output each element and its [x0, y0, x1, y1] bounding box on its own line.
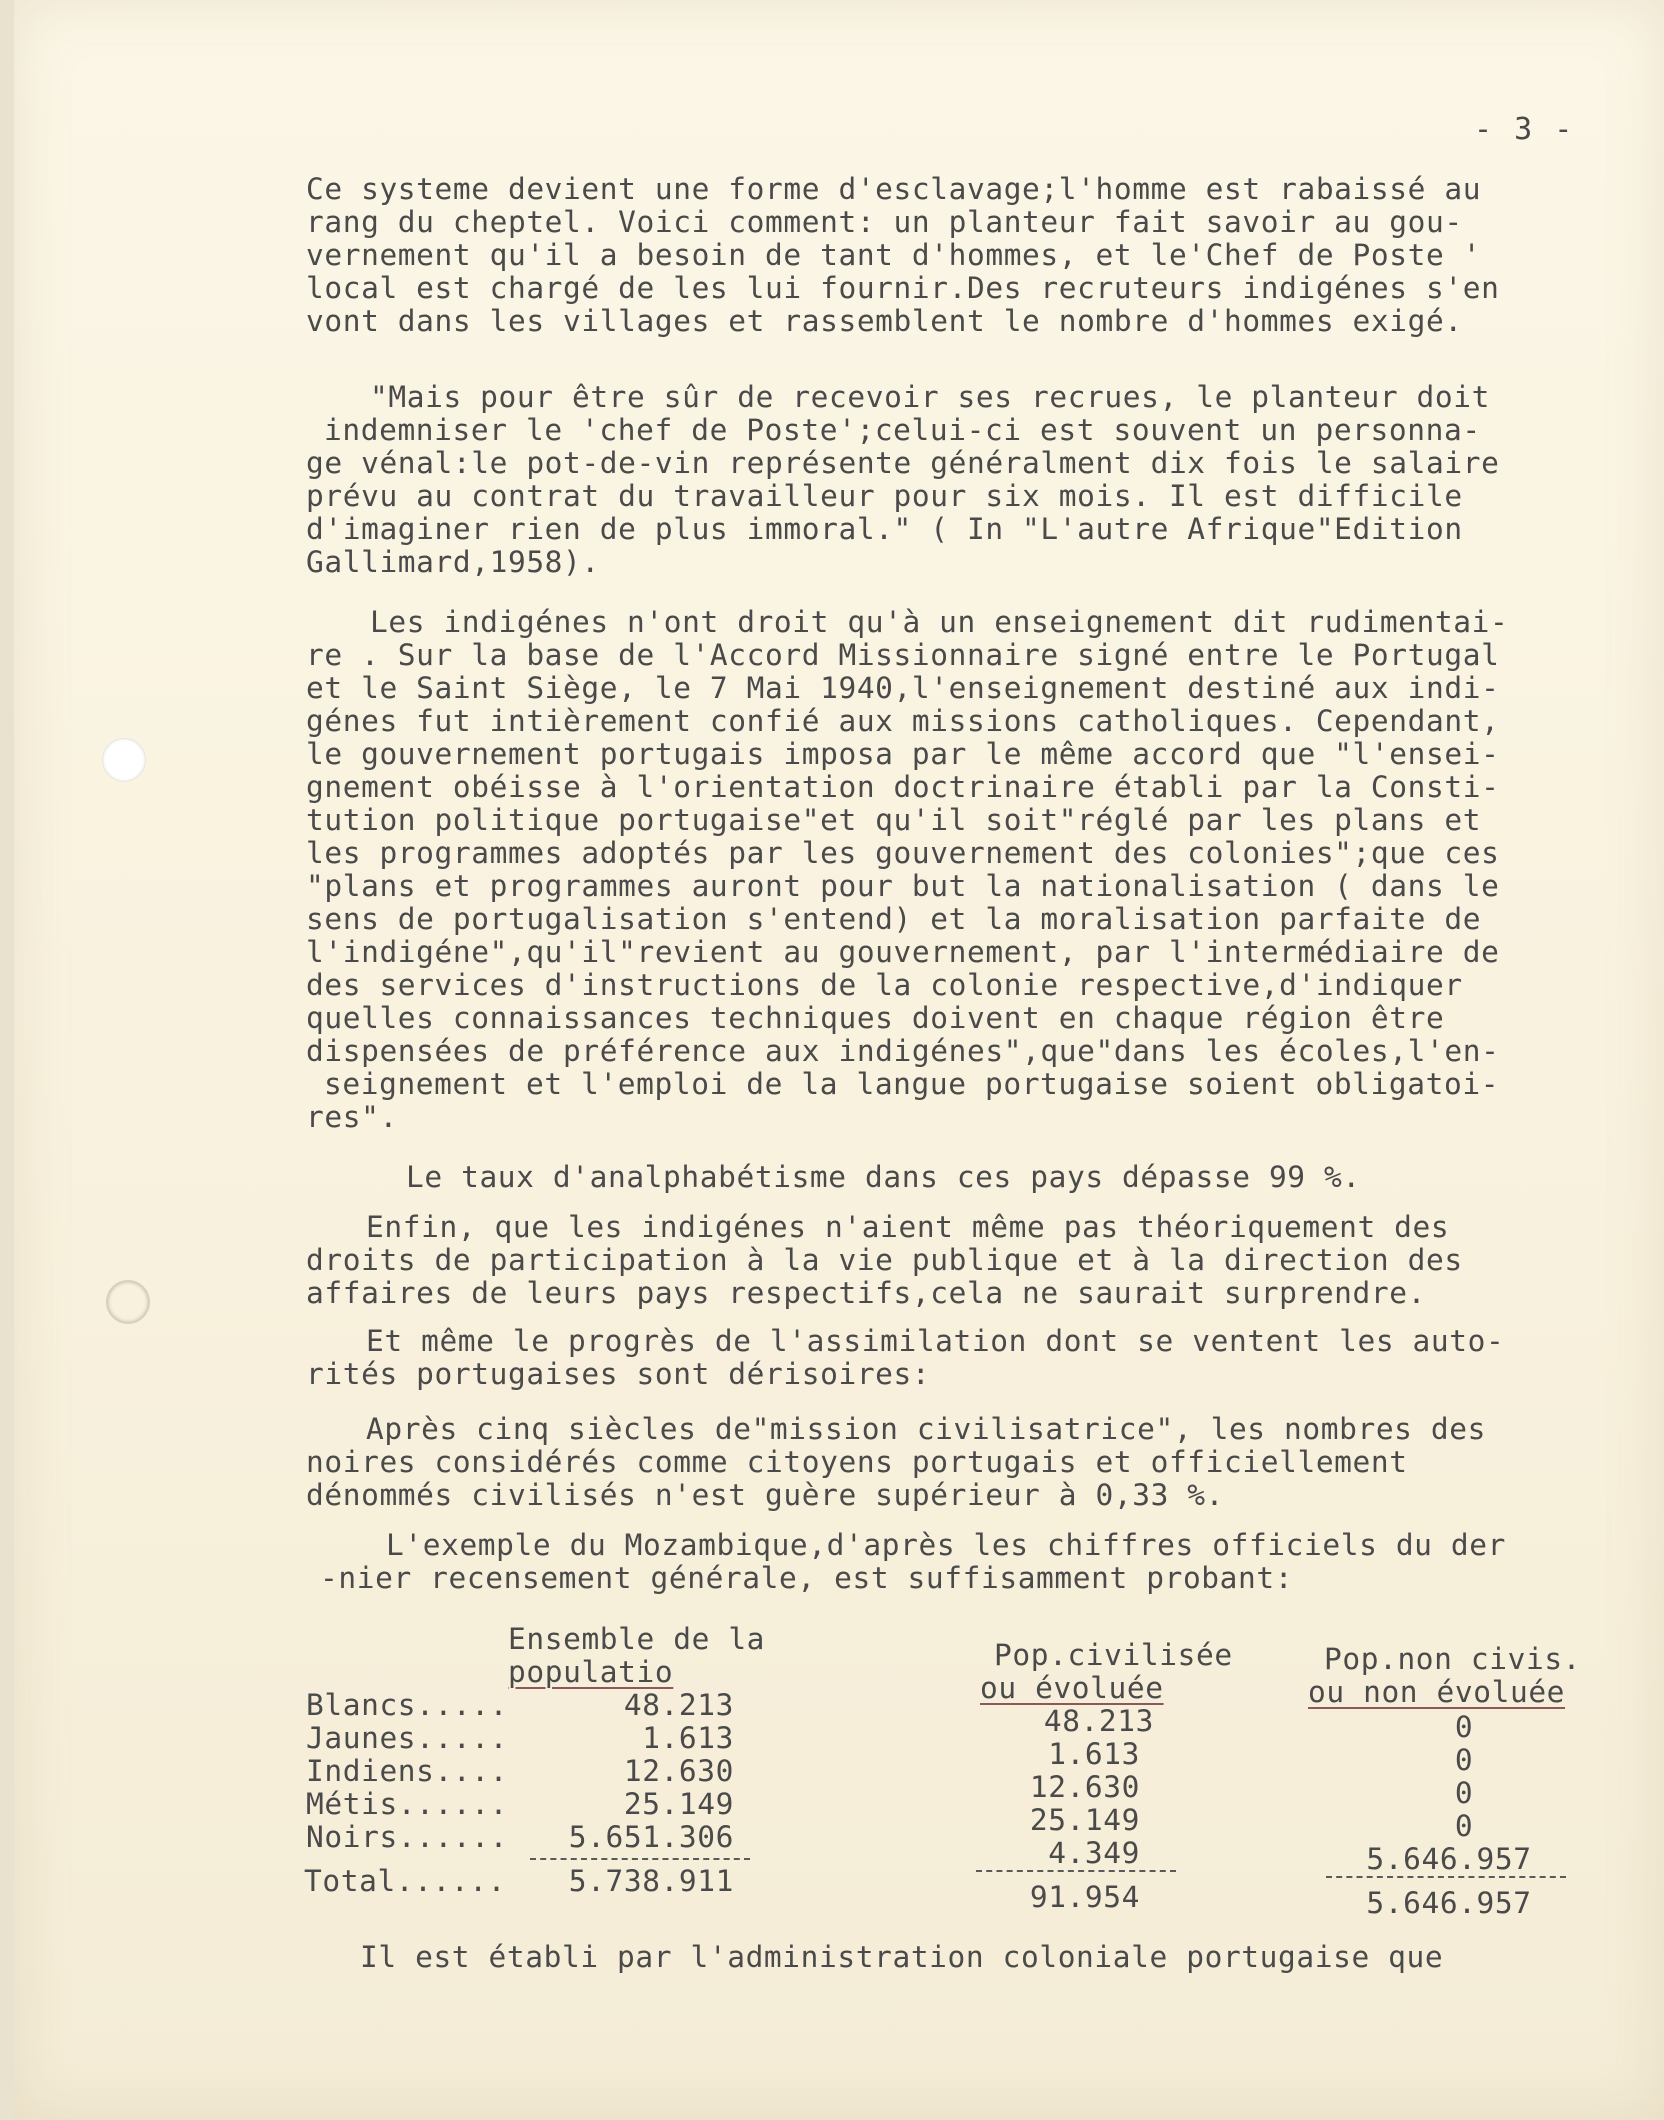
- total-rule: [976, 1870, 1176, 1872]
- text-line: ge vénal:le pot-de-vin représente généralment dix fois le salaire: [306, 446, 1500, 480]
- table-cell-civ: 12.630: [1029, 1770, 1140, 1804]
- total-rule: [1326, 1876, 1566, 1878]
- table-cell-ensemble: 5.651.306: [568, 1820, 734, 1854]
- text-line: Il est établi par l'administration coloniale portugaise que: [360, 1940, 1444, 1974]
- text-line: les programmes adoptés par les gouvernement des colonies";que ces: [306, 836, 1500, 870]
- text-line: local est chargé de les lui fournir.Des recruteurs indigénes s'en: [306, 271, 1500, 305]
- total-rule: [530, 1858, 750, 1860]
- text-line: dispensées de préférence aux indigénes",que"dans les écoles,l'en-: [306, 1034, 1500, 1068]
- table-cell-noncivis: 0: [1454, 1776, 1474, 1810]
- table-cell-civ: 1.613: [1048, 1737, 1140, 1771]
- punch-hole: [102, 738, 146, 782]
- table-row-label: Noirs......: [306, 1820, 508, 1854]
- table-cell-noncivis: 0: [1454, 1809, 1474, 1843]
- text-line: rang du cheptel. Voici comment: un planteur fait savoir au gou-: [306, 205, 1463, 239]
- text-line: sens de portugalisation s'entend) et la moralisation parfaite de: [306, 902, 1482, 936]
- text-line: affaires de leurs pays respectifs,cela ne saurait surprendre.: [306, 1276, 1426, 1310]
- table-header-civ-sub: ou évoluée: [980, 1671, 1164, 1705]
- table-cell-ensemble: 12.630: [623, 1754, 734, 1788]
- typed-page: [14, 0, 1664, 2118]
- punch-hole-faint: [106, 1280, 150, 1324]
- text-line: gnement obéisse à l'orientation doctrinaire établi par la Consti-: [306, 770, 1500, 804]
- table-total-civ: 91.954: [1029, 1880, 1140, 1914]
- table-total-ensemble: 5.738.911: [568, 1864, 734, 1898]
- table-cell-ensemble: 48.213: [623, 1688, 734, 1722]
- text-line: Ce systeme devient une forme d'esclavage;l'homme est rabaissé au: [306, 172, 1482, 206]
- text-line: rités portugaises sont dérisoires:: [306, 1357, 931, 1391]
- text-line: tution politique portugaise"et qu'il soit"réglé par les plans et: [306, 803, 1482, 837]
- text-line: L'exemple du Mozambique,d'après les chiffres officiels du der: [386, 1528, 1506, 1562]
- table-header-ensemble-sub: populatio: [508, 1655, 674, 1689]
- text-line: res".: [306, 1100, 398, 1134]
- text-line: vernement qu'il a besoin de tant d'hommes, et le'Chef de Poste ': [306, 238, 1482, 272]
- text-line: d'imaginer rien de plus immoral." ( In "L'autre Afrique"Edition: [306, 512, 1463, 546]
- text-line: seignement et l'emploi de la langue portugaise soient obligatoi-: [324, 1067, 1500, 1101]
- text-line: Les indigénes n'ont droit qu'à un enseignement dit rudimentai-: [370, 605, 1509, 639]
- text-line: l'indigéne",qu'il"revient au gouvernement, par l'intermédiaire de: [306, 935, 1500, 969]
- text-line: "plans et programmes auront pour but la nationalisation ( dans le: [306, 869, 1500, 903]
- table-cell-noncivis: 5.646.957: [1366, 1842, 1532, 1876]
- table-header-noncivis-sub: ou non évoluée: [1308, 1675, 1566, 1709]
- table-cell-civ: 48.213: [1043, 1704, 1154, 1738]
- text-line: -nier recensement générale, est suffisamment probant:: [320, 1561, 1294, 1595]
- text-line: Après cinq siècles de"mission civilisatrice", les nombres des: [366, 1412, 1486, 1446]
- table-row-label: Métis......: [306, 1787, 508, 1821]
- table-cell-ensemble: 1.613: [642, 1721, 734, 1755]
- table-header-noncivis: Pop.non civis.: [1324, 1642, 1582, 1676]
- text-line: noires considérés comme citoyens portugais et officiellement: [306, 1445, 1408, 1479]
- table-row-label: Jaunes.....: [306, 1721, 508, 1755]
- table-cell-civ: 4.349: [1048, 1836, 1140, 1870]
- table-row-label: Blancs.....: [306, 1688, 508, 1722]
- text-line: indemniser le 'chef de Poste';celui-ci est souvent un personna-: [324, 413, 1481, 447]
- table-cell-noncivis: 0: [1454, 1710, 1474, 1744]
- table-cell-ensemble: 25.149: [623, 1787, 734, 1821]
- text-line: des services d'instructions de la colonie respective,d'indiquer: [306, 968, 1463, 1002]
- text-line: Enfin, que les indigénes n'aient même pas théoriquement des: [366, 1210, 1450, 1244]
- page-number: - 3 -: [1474, 112, 1575, 147]
- table-total-label: Total......: [304, 1864, 506, 1898]
- text-line: Gallimard,1958).: [306, 545, 600, 579]
- text-line: Le taux d'analphabétisme dans ces pays dépasse 99 %.: [406, 1160, 1361, 1194]
- table-header-civ: Pop.civilisée: [994, 1638, 1233, 1672]
- text-line: vont dans les villages et rassemblent le nombre d'hommes exigé.: [306, 304, 1463, 338]
- table-row-label: Indiens....: [306, 1754, 508, 1788]
- text-line: prévu au contrat du travailleur pour six mois. Il est difficile: [306, 479, 1463, 513]
- text-line: Et même le progrès de l'assimilation dont se ventent les auto-: [366, 1324, 1505, 1358]
- table-total-noncivis: 5.646.957: [1366, 1886, 1532, 1920]
- text-line: re . Sur la base de l'Accord Missionnaire signé entre le Portugal: [306, 638, 1500, 672]
- text-line: "Mais pour être sûr de recevoir ses recrues, le planteur doit: [370, 380, 1490, 414]
- text-line: quelles connaissances techniques doivent en chaque région être: [306, 1001, 1445, 1035]
- text-line: génes fut intièrement confié aux missions catholiques. Cependant,: [306, 704, 1500, 738]
- table-header-ensemble: Ensemble de la: [508, 1622, 766, 1656]
- table-cell-civ: 25.149: [1029, 1803, 1140, 1837]
- text-line: droits de participation à la vie publique et à la direction des: [306, 1243, 1463, 1277]
- text-line: dénommés civilisés n'est guère supérieur à 0,33 %.: [306, 1478, 1225, 1512]
- text-line: et le Saint Siège, le 7 Mai 1940,l'enseignement destiné aux indi-: [306, 671, 1500, 705]
- text-line: le gouvernement portugais imposa par le même accord que "l'ensei-: [306, 737, 1500, 771]
- table-cell-noncivis: 0: [1454, 1743, 1474, 1777]
